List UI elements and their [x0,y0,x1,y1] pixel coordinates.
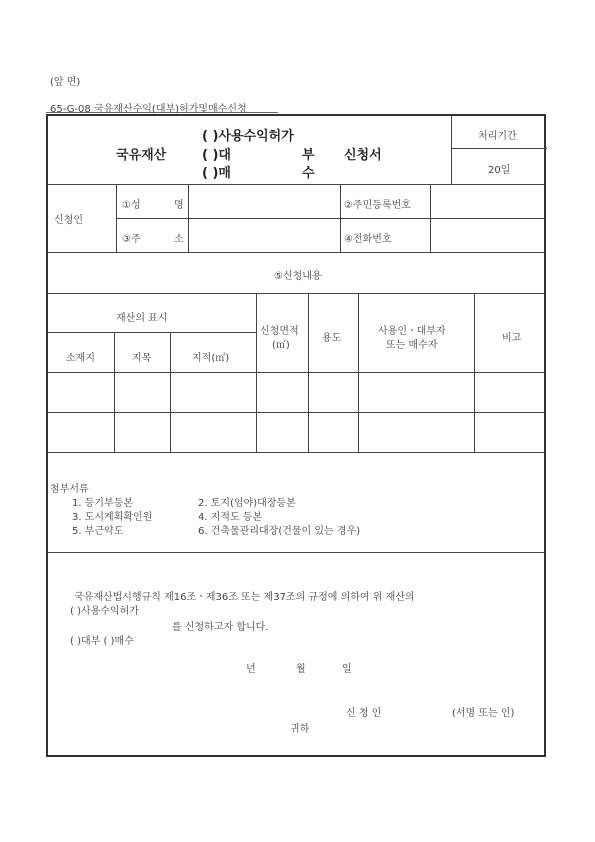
applied-area-header-line1: 신청면적 [260,326,299,337]
remarks-header: 비고 [502,333,522,344]
title-option-use-permit: ( )사용수익허가 [202,129,294,144]
address-label-1: ③주 [122,234,141,245]
attachments-title: 첨부서류 [50,484,89,495]
signature-applicant-label: 신 청 인 [346,708,382,719]
declaration-line-3: 를 신청하고자 합니다. [172,622,269,633]
attachment-item: 4. 지적도 등본 [198,512,263,523]
header-bottom-line [48,184,544,185]
table-col-divider-1 [114,332,115,452]
title-suffix: 신청서 [344,148,382,163]
attachment-item: 6. 건축물관리대장(건물이 있는 경우) [198,526,361,537]
applied-area-header-line2: (㎡) [272,340,290,351]
id-number-label: ②주민등록번호 [344,200,411,211]
address-label-2: 소 [174,234,184,245]
processing-divider [451,148,547,149]
user-header-line1: 사용인ㆍ대부자 [378,326,446,337]
declaration-option-use-permit: ( )사용수익허가 [70,606,139,617]
application-form [46,114,546,757]
title-option-lease-1: ( )대 [202,148,231,163]
phone-label: ④전화번호 [344,234,392,245]
declaration-line-1: 국유재산법시행규칙 제16조ㆍ제36조 또는 제37조의 규정에 의하여 위 재산의 [74,592,415,603]
applicant-middle-line [116,218,544,219]
title-option-purchase-1: ( )매 [202,166,231,181]
table-property-divider [48,332,256,333]
use-header: 용도 [322,333,342,344]
attachment-item: 2. 토지(임야)대장등본 [198,498,296,509]
attachment-item: 3. 도시계획확인원 [72,512,153,523]
table-col-divider-5 [358,293,359,452]
name-label-2: 명 [174,200,184,211]
page-side-label: (앞 면) [50,77,81,88]
date-year-label: 년 [246,664,256,675]
table-col-divider-4 [308,293,309,452]
applicant-bottom-line [48,252,544,253]
location-header: 소재지 [66,353,95,364]
form-code-underline [46,112,278,113]
signature-instruction: (서명 또는 인) [452,708,515,719]
title-option-lease-2: 부 [302,148,315,163]
table-row-2-bottom-line [48,452,544,453]
user-header-line2: 또는 매수자 [386,340,438,351]
request-section-bottom-line [48,293,544,294]
declaration-option-lease-purchase: ( )대부 ( )매수 [70,636,134,647]
date-day-label: 일 [342,664,352,675]
request-section-label: ⑤신청내용 [274,271,322,282]
attachment-item: 5. 부근약도 [72,526,124,537]
date-month-label: 월 [296,664,306,675]
header-divider [451,116,452,184]
table-row-1-bottom-line [48,412,544,413]
title-option-purchase-2: 수 [302,166,315,181]
table-col-divider-2 [170,332,171,452]
table-col-divider-6 [474,293,475,452]
form-code: 65-G-08 국유재산수익(대부)허가및매수신청 [50,104,247,115]
processing-period-label: 처리기간 [478,131,517,142]
applicant-section-label: 신청인 [54,215,83,226]
table-col-divider-3 [256,293,257,452]
land-category-header: 지목 [132,353,152,364]
area-header: 지적(㎡) [192,353,230,364]
title-prefix: 국유재산 [116,148,167,163]
attachments-bottom-line [48,552,544,553]
property-display-header: 재산의 표시 [116,313,168,324]
addressee-label: 귀하 [290,724,310,735]
table-header-bottom-line [48,372,544,373]
processing-period-value: 20일 [488,165,511,176]
attachment-item: 1. 등기부등본 [72,498,134,509]
name-label-1: ①성 [122,200,141,211]
